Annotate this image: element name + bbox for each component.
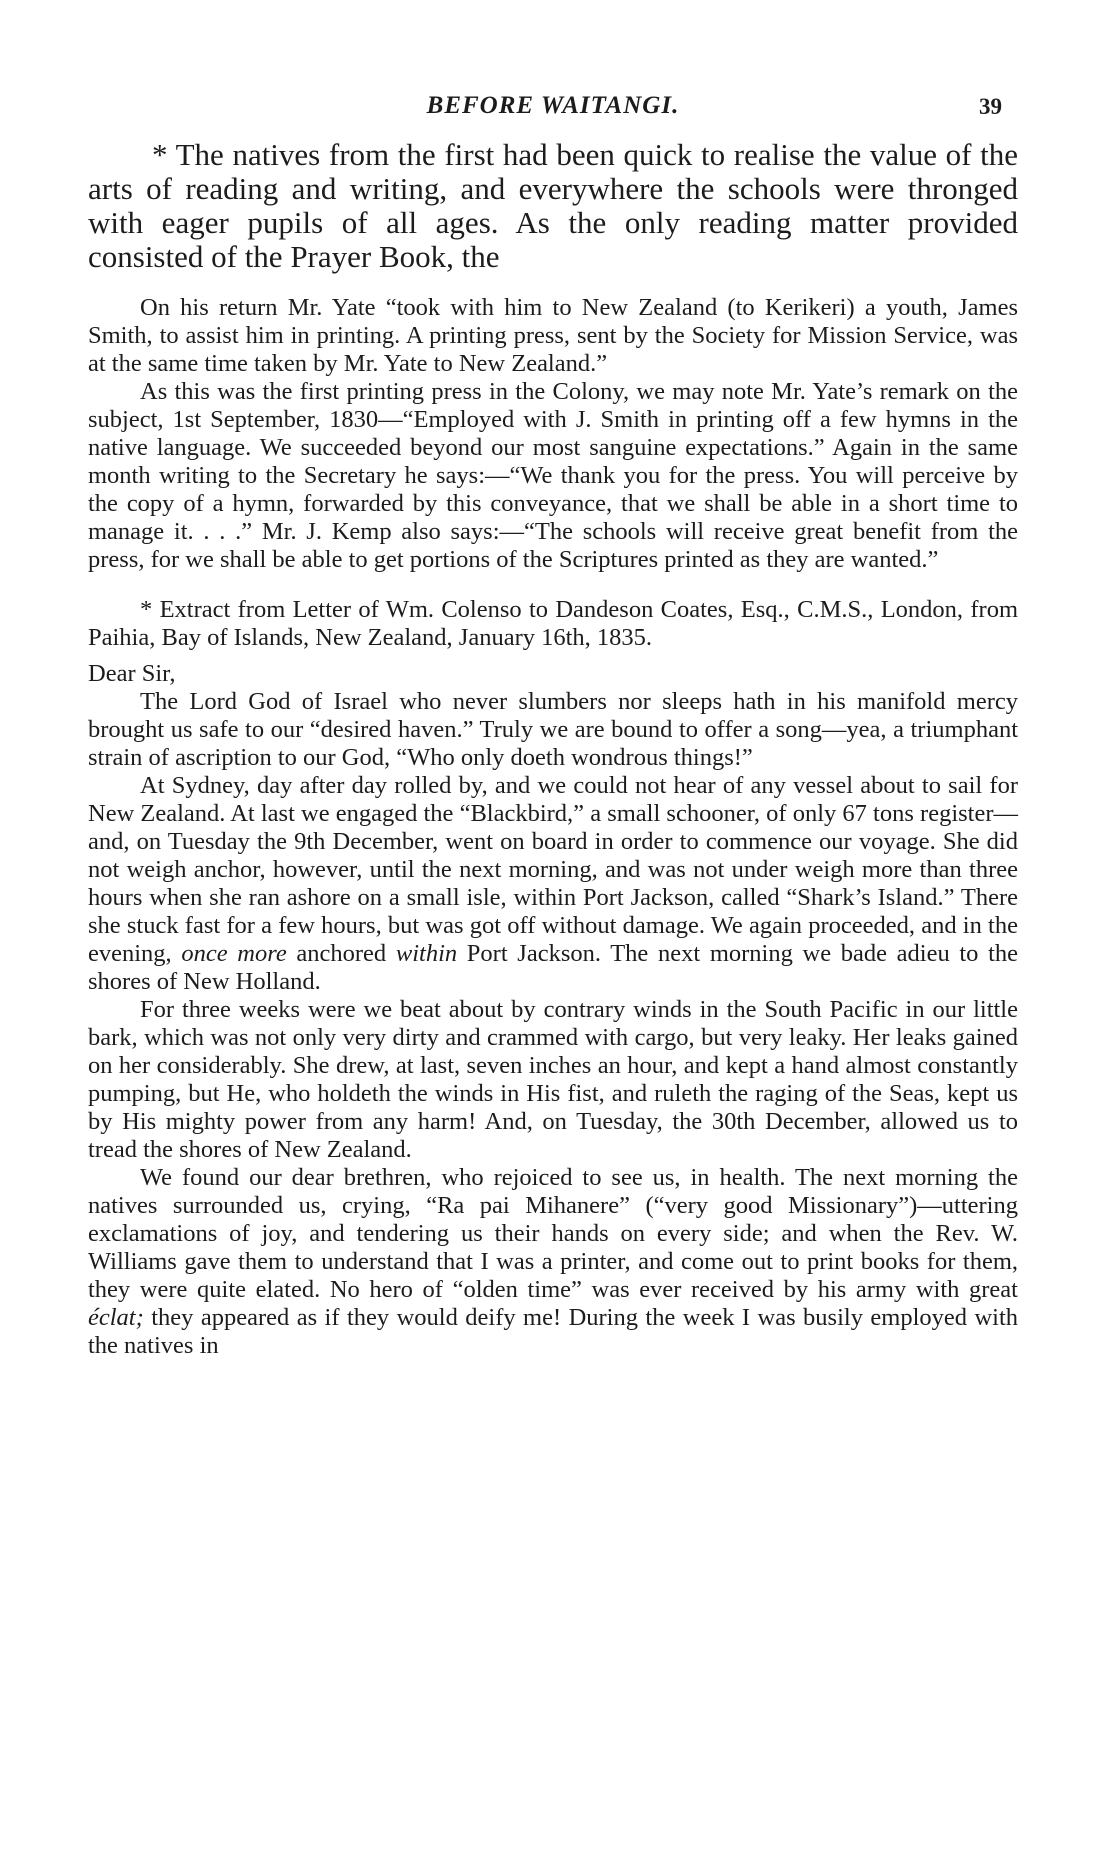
- letter-heading: * Extract from Letter of Wm. Colenso to Dandeson Coates, Esq., C.M.S., London, from Paihia, Bay of Islands, New Zealand, January 16th, 1835.: [88, 596, 1018, 651]
- letter-paragraph: For three weeks were we beat about by contrary winds in the South Pacific in our little bark, which was not only very dirty and crammed with cargo, but very leaky. Her leaks gained on her considerably. She drew, at last, seven inches an hour, and kept a hand almost constantly pumping, but He, who holdeth the winds in His fist, and ruleth the raging of the Seas, kept us by His mighty power from any harm! And, on Tuesday, the 30th December, allowed us to tread the shores of New Zealand.: [88, 996, 1018, 1163]
- italic-text: within: [395, 940, 458, 967]
- running-head: [88, 88, 1018, 128]
- letter-paragraph: [88, 1164, 1018, 1360]
- footnote-paragraph: As this was the first printing press in the Colony, we may note Mr. Yate’s remark on the subject, 1st September, 1830—“Employed with J. Smith in printing off a few hymns in the native language. We succeeded beyond our most sanguine expectations.” Again in the same month writing to the Secretary he says:—“We thank you for the press. You will perceive by the copy of a hymn, forwarded by this conveyance, that we shall be able in a short time to manage it. . . .” Mr. J. Kemp also says:—“The schools will receive great benefit from the press, for we shall be able to get portions of the Scriptures printed as they are wanted.”: [88, 378, 1018, 573]
- letter-paragraph: The Lord God of Israel who never slumbers nor sleeps hath in his manifold mercy brought us safe to our “desired haven.” Truly we are bound to offer a song—yea, a triumphant strain of ascription to our God, “Who only doeth wondrous things!”: [88, 688, 1018, 771]
- book-page: [88, 88, 1018, 1360]
- footnote-paragraph: On his return Mr. Yate “took with him to New Zealand (to Kerikeri) a youth, James Smith, to assist him in printing. A printing press, sent by the Society for Mission Service, was at the same time taken by Mr. Yate to New Zealand.”: [88, 294, 1018, 377]
- text-span: We found our dear brethren, who rejoiced to see us, in health. The next morning the natives surrounded us, crying, “Ra pai Mihanere” (“very good Missionary”)—uttering exclamations of joy, and tendering us their hands on every side; and when the Rev. W. Williams gave them to understand that I was a printer, and come out to print books for them, they were quite elated. No hero of “olden time” was ever received by his army with great: [88, 1164, 1018, 1303]
- italic-text: éclat;: [88, 1304, 144, 1331]
- text-span: Port Jackson. The next morning we bade adieu to the shores of New Holland.: [88, 940, 1019, 995]
- text-span: At Sydney, day after day rolled by, and we could not hear of any vessel about to sail for New Zealand. At last we engaged the “Blackbird,” a small schooner, of only 67 tons register—and, on Tuesday the 9th December, went on board in order to commence our voyage. She did not weigh anchor, however, until the next morning, and was not under weigh more than three hours when she ran ashore on a small isle, within Port Jackson, called “Shark’s Island.” There she stuck fast for a few hours, but was got off without damage. We again proceeded, and in the evening,: [88, 772, 1018, 967]
- text-span: they appeared as if they would deify me! During the week I was busily employed with the natives in: [88, 1304, 1019, 1359]
- italic-text: once more: [181, 940, 287, 967]
- page-number: 39: [979, 94, 1002, 119]
- running-title: BEFORE WAITANGI.: [426, 92, 680, 119]
- main-paragraph: * The natives from the first had been quick to realise the value of the arts of reading and writing, and everywhere the schools were thronged with eager pupils of all ages. As the only reading matter provided consisted of the Prayer Book, the: [88, 137, 1018, 274]
- letter-paragraph: [88, 772, 1018, 996]
- letter-salutation: Dear Sir,: [88, 660, 176, 687]
- text-span: anchored: [296, 940, 387, 967]
- letter-extract: [88, 596, 1018, 1360]
- footnote-printing-press: [88, 294, 1018, 574]
